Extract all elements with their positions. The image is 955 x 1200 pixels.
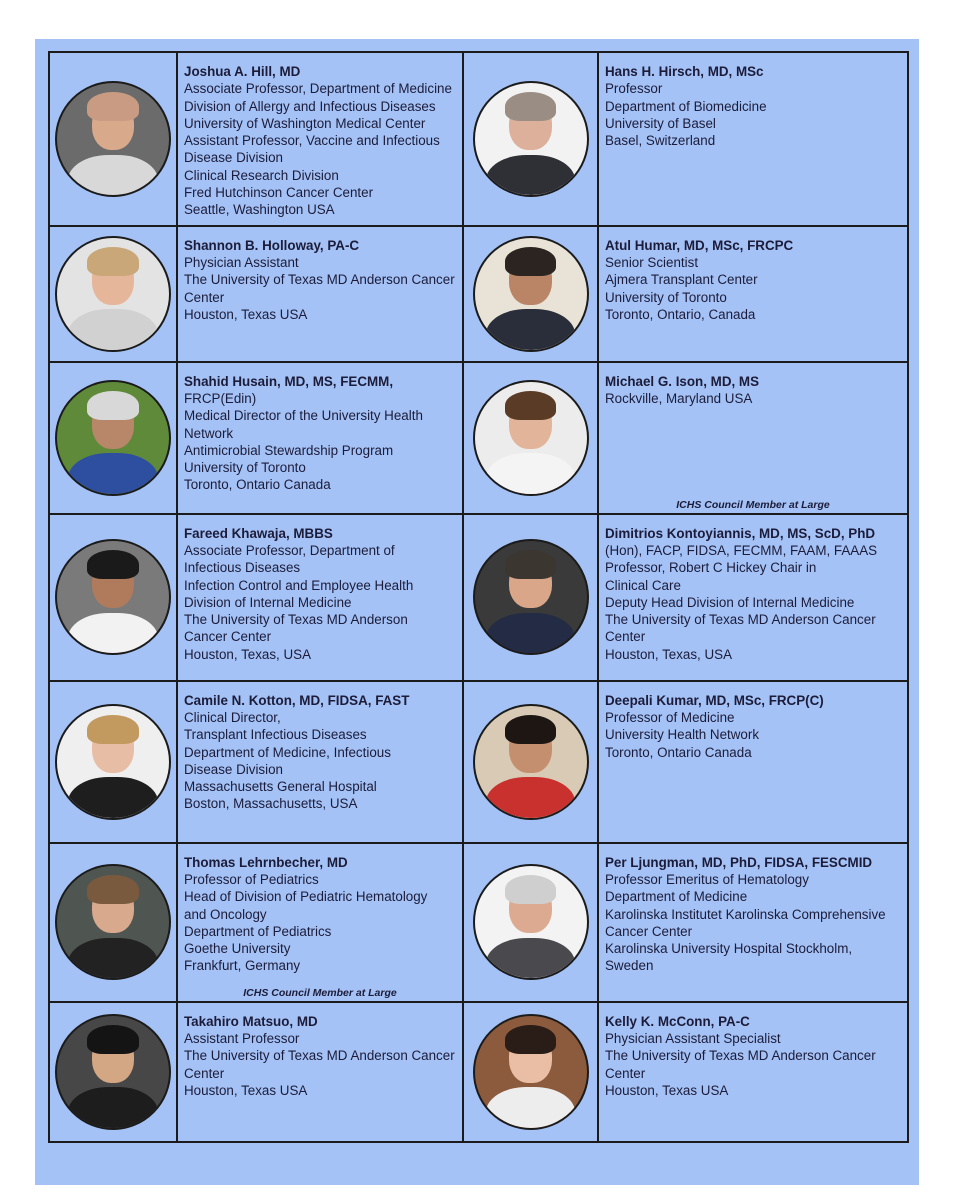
photo-cell [49,514,177,681]
member-detail-line: Professor Emeritus of Hematology [605,871,809,887]
member-detail-line: Basel, Switzerland [605,133,716,149]
photo-wrapper [464,227,597,361]
photo-cell [463,681,598,843]
photo-wrapper [464,682,597,842]
member-detail-line: Antimicrobial Stewardship Program [184,442,394,458]
member-info [178,227,462,329]
member-detail-line: Seattle, Washington USA [184,202,335,218]
avatar-shoulders [486,453,576,495]
member-detail-line: Ajmera Transplant Center [605,272,758,288]
roster-row [49,52,908,226]
faculty-roster-table [48,51,909,1143]
photo-cell [463,226,598,362]
member-detail-line: Massachusetts General Hospital [184,779,377,795]
member-info [599,227,907,329]
member-detail-line: Disease Division [184,761,283,777]
avatar [55,81,171,197]
member-detail-line: Cancer Center [605,923,693,939]
photo-cell [49,843,177,1002]
member-detail-line: Professor of Medicine [605,709,735,725]
member-name: Joshua A. Hill, MD [184,64,301,79]
photo-cell [49,362,177,514]
avatar-shoulders [68,1087,158,1129]
info-cell [598,362,908,514]
member-detail-line: Clinical Director, [184,709,281,725]
member-detail-line: University of Toronto [184,460,306,476]
info-cell [177,514,463,681]
photo-wrapper [464,1003,597,1141]
member-info [178,515,462,669]
photo-wrapper [50,227,176,361]
member-detail-line: University of Washington Medical Center [184,115,426,131]
member-detail-line: Fred Hutchinson Cancer Center [184,185,374,201]
avatar [473,81,589,197]
member-name: Camile N. Kotton, MD, FIDSA, FAST [184,692,410,708]
member-detail-line: The University of Texas MD Anderson [184,612,408,628]
member-detail-line: Medical Director of the University Health [184,408,423,424]
roster-row [49,1002,908,1142]
member-detail-line: Rockville, Maryland USA [605,390,753,406]
member-detail-line: FRCP(Edin) [184,390,257,406]
photo-wrapper [50,515,176,680]
avatar-shoulders [68,938,158,980]
info-cell [177,1002,463,1142]
avatar [55,1014,171,1130]
member-detail-line: Cancer Center [184,629,272,645]
member-name: Per Ljungman, MD, PhD, FIDSA, FESCMID [605,854,873,870]
info-cell [177,226,463,362]
member-detail-line: Houston, Texas, USA [184,646,312,662]
photo-wrapper [464,515,597,680]
member-detail-line: Physician Assistant [184,254,299,270]
avatar-hair [505,1025,557,1054]
member-detail-line: Frankfurt, Germany [184,958,301,974]
avatar-hair [87,550,139,579]
avatar [55,380,171,496]
member-detail-line: Toronto, Ontario Canada [605,744,752,760]
member-name: Shahid Husain, MD, MS, FECMM, [184,373,394,389]
roster-row [49,681,908,843]
avatar-hair [87,1025,139,1054]
avatar [473,1014,589,1130]
council-member-note: ICHS Council Member at Large [243,986,397,999]
photo-cell [49,52,177,226]
member-name: Deepali Kumar, MD, MSc, FRCP(C) [605,692,824,708]
avatar [55,539,171,655]
member-info [599,515,907,669]
member-detail-line: Associate Professor, Department of Medicine [184,81,452,97]
info-cell [598,514,908,681]
member-detail-line: Network [184,425,234,441]
roster-row [49,362,908,514]
photo-wrapper [50,682,176,842]
member-detail-line: Karolinska Institutet Karolinska Comprehensive [605,906,886,922]
member-detail-line: Division of Allergy and Infectious Diseases [184,98,436,114]
info-cell [177,52,463,226]
info-cell [177,681,463,843]
member-info [178,844,462,981]
roster-row [49,226,908,362]
member-detail-line: Clinical Care [605,577,681,593]
avatar-hair [505,715,557,744]
info-cell [177,362,463,514]
member-detail-line: Houston, Texas USA [605,1082,729,1098]
roster-row [49,514,908,681]
member-detail-line: Head of Division of Pediatric Hematology [184,889,428,905]
avatar [55,236,171,352]
member-detail-line: Goethe University [184,941,291,957]
member-detail-line: Physician Assistant Specialist [605,1030,781,1046]
member-name: Kelly K. McConn, PA-C [605,1013,750,1029]
member-detail-line: Infection Control and Employee Health [184,577,414,593]
avatar-hair [87,391,139,420]
avatar [473,539,589,655]
member-name: Fareed Khawaja, MBBS [184,525,333,541]
info-cell [598,1002,908,1142]
avatar [55,704,171,820]
member-detail-line: Transplant Infectious Diseases [184,727,367,743]
member-info [599,53,907,155]
member-detail-line: Karolinska University Hospital Stockholm, Sweden [605,941,853,974]
photo-cell [463,843,598,1002]
member-name: Hans H. Hirsch, MD, MSc [605,64,764,79]
avatar-hair [505,92,557,121]
member-detail-line: Houston, Texas USA [184,306,308,322]
photo-wrapper [50,363,176,513]
member-name: Atul Humar, MD, MSc, FRCPC [605,237,794,253]
member-detail-line: Professor [605,81,663,97]
photo-cell [49,681,177,843]
member-detail-line: Assistant Professor [184,1030,300,1046]
info-cell [598,226,908,362]
photo-wrapper [464,363,597,513]
photo-wrapper [464,53,597,225]
member-detail-line: Department of Medicine [605,889,748,905]
member-detail-line: Center [184,1065,225,1081]
photo-cell [463,52,598,226]
member-detail-line: The University of Texas MD Anderson Cancer [605,1048,876,1064]
avatar-hair [505,391,557,420]
info-cell [598,681,908,843]
member-detail-line: Center [184,289,225,305]
photo-wrapper [50,844,176,1001]
member-detail-line: Department of Pediatrics [184,923,332,939]
avatar [473,380,589,496]
info-cell [598,52,908,226]
member-detail-line: Associate Professor, Department of [184,542,395,558]
avatar-shoulders [68,309,158,351]
member-detail-line: Houston, Texas, USA [605,646,733,662]
member-name: Shannon B. Holloway, PA-C [184,237,360,253]
member-detail-line: Deputy Head Division of Internal Medicine [605,594,855,610]
photo-wrapper [464,844,597,1001]
member-detail-line: The University of Texas MD Anderson Cancer [605,612,876,628]
avatar-shoulders [486,155,576,197]
member-detail-line: Professor of Pediatrics [184,871,319,887]
member-detail-line: Department of Biomedicine [605,98,767,114]
member-name: Dimitrios Kontoyiannis, MD, MS, ScD, PhD [605,525,876,541]
avatar-shoulders [68,613,158,655]
avatar-hair [87,875,139,904]
member-detail-line: University of Basel [605,115,716,131]
info-cell [177,843,463,1002]
photo-cell [49,1002,177,1142]
member-detail-line: (Hon), FACP, FIDSA, FECMM, FAAM, FAAAS [605,542,878,558]
photo-cell [49,226,177,362]
member-name: Michael G. Ison, MD, MS [605,373,760,389]
photo-wrapper [50,1003,176,1141]
member-detail-line: Boston, Massachusetts, USA [184,796,358,812]
member-name: Takahiro Matsuo, MD [184,1013,318,1029]
member-detail-line: Division of Internal Medicine [184,594,352,610]
member-info [178,682,462,819]
member-info [599,1003,907,1105]
member-detail-line: The University of Texas MD Anderson Cancer [184,272,455,288]
member-detail-line: Professor, Robert C Hickey Chair in [605,560,817,576]
info-cell [598,843,908,1002]
member-detail-line: Assistant Professor, Vaccine and Infectious [184,133,440,149]
avatar-hair [87,715,139,744]
avatar-hair [87,92,139,121]
avatar-shoulders [68,453,158,495]
avatar-hair [505,875,557,904]
council-member-note: ICHS Council Member at Large [676,498,830,511]
member-detail-line: The University of Texas MD Anderson Cancer [184,1048,455,1064]
avatar-shoulders [486,613,576,655]
member-detail-line: Senior Scientist [605,254,699,270]
member-detail-line: University Health Network [605,727,760,743]
member-info [178,1003,462,1105]
avatar-hair [505,247,557,276]
avatar [473,236,589,352]
member-detail-line: and Oncology [184,906,267,922]
avatar-shoulders [486,1087,576,1129]
member-info [178,53,462,225]
member-detail-line: Department of Medicine, Infectious [184,744,391,760]
avatar-shoulders [486,309,576,351]
member-info [599,682,907,767]
member-info [178,363,462,500]
avatar [473,864,589,980]
avatar [55,864,171,980]
avatar-shoulders [68,155,158,197]
avatar-shoulders [486,777,576,819]
avatar-hair [505,550,557,579]
member-info [599,363,907,414]
member-detail-line: Toronto, Ontario Canada [184,477,331,493]
member-detail-line: Toronto, Ontario, Canada [605,306,756,322]
photo-wrapper [50,53,176,225]
avatar-hair [87,247,139,276]
member-info [599,844,907,981]
member-name: Thomas Lehrnbecher, MD [184,854,348,870]
member-detail-line: Houston, Texas USA [184,1082,308,1098]
member-detail-line: Disease Division [184,150,283,166]
photo-cell [463,514,598,681]
member-detail-line: University of Toronto [605,289,727,305]
member-detail-line: Center [605,1065,646,1081]
member-detail-line: Clinical Research Division [184,167,339,183]
photo-cell [463,362,598,514]
member-detail-line: Center [605,629,646,645]
roster-row [49,843,908,1002]
avatar [473,704,589,820]
avatar-shoulders [486,938,576,980]
avatar-shoulders [68,777,158,819]
member-detail-line: Infectious Diseases [184,560,301,576]
photo-cell [463,1002,598,1142]
